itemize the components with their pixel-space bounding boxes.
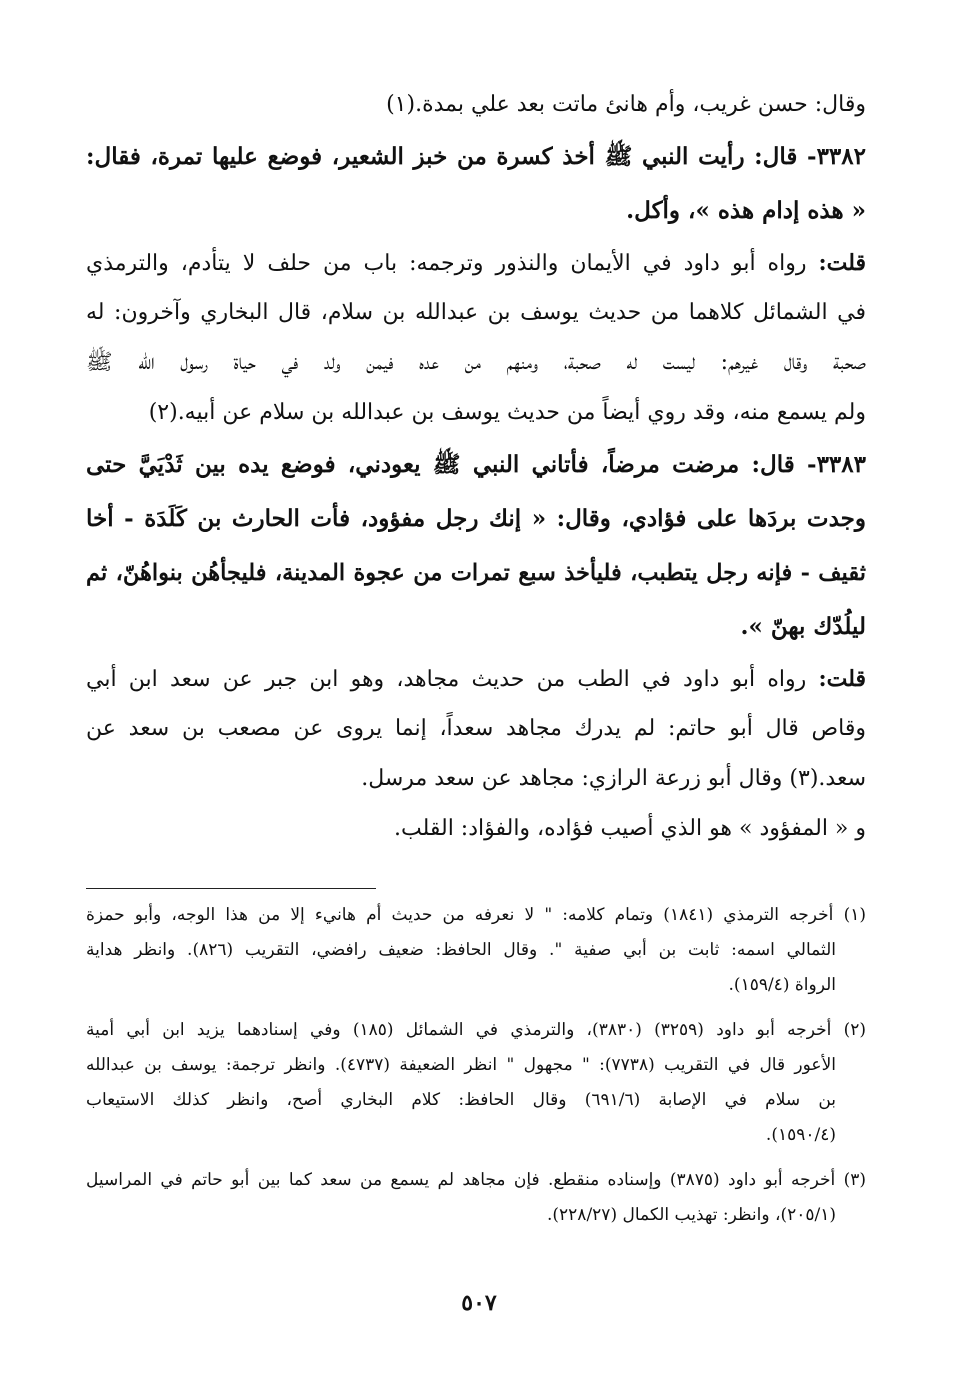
footnote-line: (٢٠٥/١)، وانظر: تهذيب الكمال (٢٢٨/٢٧). [547, 1205, 836, 1225]
hadith-line: ٣٣٨٣- قال: مرضت مرضاً، فأتاني النبي ﷺ يعودني، فوضع يده بين ثَدْيَيَّ حتى [86, 451, 866, 478]
commentary-line: صحبة وقال غيرهم: ليست له صحبة، ومنهم من عده فيمن ولد في حياة رسول الله ﷺ [86, 350, 866, 375]
commentary-line: وقاص قال أبو حاتم: لم يدرك مجاهد سعداً، إنما يروى عن مصعب بن سعد عن [86, 716, 866, 741]
commentary-keyword: قلت: [818, 250, 866, 276]
hadith-line: ٣٣٨٢- قال: رأيت النبي ﷺ أخذ كسرة من خبز الشعير، فوضع عليها تمرة، فقال: [86, 143, 866, 170]
commentary-line [86, 654, 866, 704]
hadith-line: وجدت بردَها على فؤادي، وقال: « إنك رجل مفؤود، فأت الحارث بن كَلَدَة - أخا [86, 505, 866, 532]
hadith-line: ليلُدّك بهنّ ». [740, 613, 866, 640]
footnote-3 [86, 1163, 866, 1233]
commentary-1 [86, 238, 866, 438]
commentary-text: رواه أبو داود في الأيمان والنذور وترجمه: باب من حلف لا يتأدم، والترمذي [86, 251, 807, 276]
footnote-line: الرواة (١٥٩/٤). [728, 975, 836, 995]
commentary-keyword: قلت: [818, 666, 866, 692]
hadith-3383 [86, 438, 866, 654]
main-text [86, 80, 866, 854]
footnote-2 [86, 1013, 866, 1153]
footnote-line: (٣) أخرجه أبو داود (٣٨٧٥) وإسناده منقطع. فإن مجاهد لم يسمع من سعد كما بين أبو حاتم في المراسيل [86, 1170, 866, 1190]
hadith-3382 [86, 130, 866, 238]
commentary-text: رواه أبو داود في الطب من حديث مجاهد، وهو ابن جبر عن سعد ابن أبي [86, 667, 807, 692]
footnotes [86, 898, 866, 1243]
commentary-line: ولم يسمع منه، وقد روي أيضاً من حديث يوسف بن عبدالله بن سلام عن أبيه.(٢) [148, 400, 866, 425]
commentary-line: في الشمائل كلاهما من حديث يوسف بن عبدالله بن سلام، قال البخاري وآخرون: له [86, 300, 866, 325]
hadith-line: « هذه إدام هذه »، وأكل. [626, 197, 866, 224]
footnote-line: بن سلام في الإصابة (٦٩١/٦) وقال الحافظ: كلام البخاري أصح، وانظر كذلك الاستيعاب [86, 1090, 836, 1110]
page-number: ٥٠٧ [461, 1290, 497, 1316]
commentary-line [86, 238, 866, 288]
commentary-line: و « المفؤود » هو الذي أصيب فؤاده، والفؤاد: القلب. [393, 816, 866, 841]
footnote-divider [86, 888, 376, 889]
hadith-line: ثقيف - فإنه رجل يتطبب، فليأخذ سبع تمرات من عجوة المدينة، فليجأهُن بنواهُنّ، ثم [86, 560, 866, 586]
text-line: وقال: حسن غريب، وأم هانئ ماتت بعد علي بمدة.(١) [386, 92, 866, 117]
footnote-line: (٢) أخرجه أبو داود (٣٢٥٩) (٣٨٣٠)، والترمذي في الشمائل (١٨٥) وفي إسنادهما يزيد ابن أبي أمية [86, 1020, 866, 1040]
footnote-line: (١٥٩٠/٤). [765, 1125, 836, 1145]
footnote-line: (١) أخرجه الترمذي (١٨٤١) وتمام كلامه: " لا نعرفه من حديث أم هانيء إلا من هذا الوجه، وأبو حمزة [86, 905, 866, 925]
commentary-line: سعد.(٣) وقال أبو زرعة الرازي: مجاهد عن سعد مرسل. [361, 766, 866, 791]
footnote-1 [86, 898, 866, 1003]
footnote-line: الأعور قال في التقريب (٧٧٣٨): " مجهول " انظر الضعيفة (٤٧٣٧). وانظر ترجمة: يوسف بن عبدالله [86, 1055, 836, 1075]
commentary-2 [86, 654, 866, 854]
footnote-line: الثمالي اسمه: ثابت بن أبي صفية ". وقال الحافظ: ضعيف رافضي، التقريب (٨٢٦). وانظر هداية [86, 940, 836, 960]
